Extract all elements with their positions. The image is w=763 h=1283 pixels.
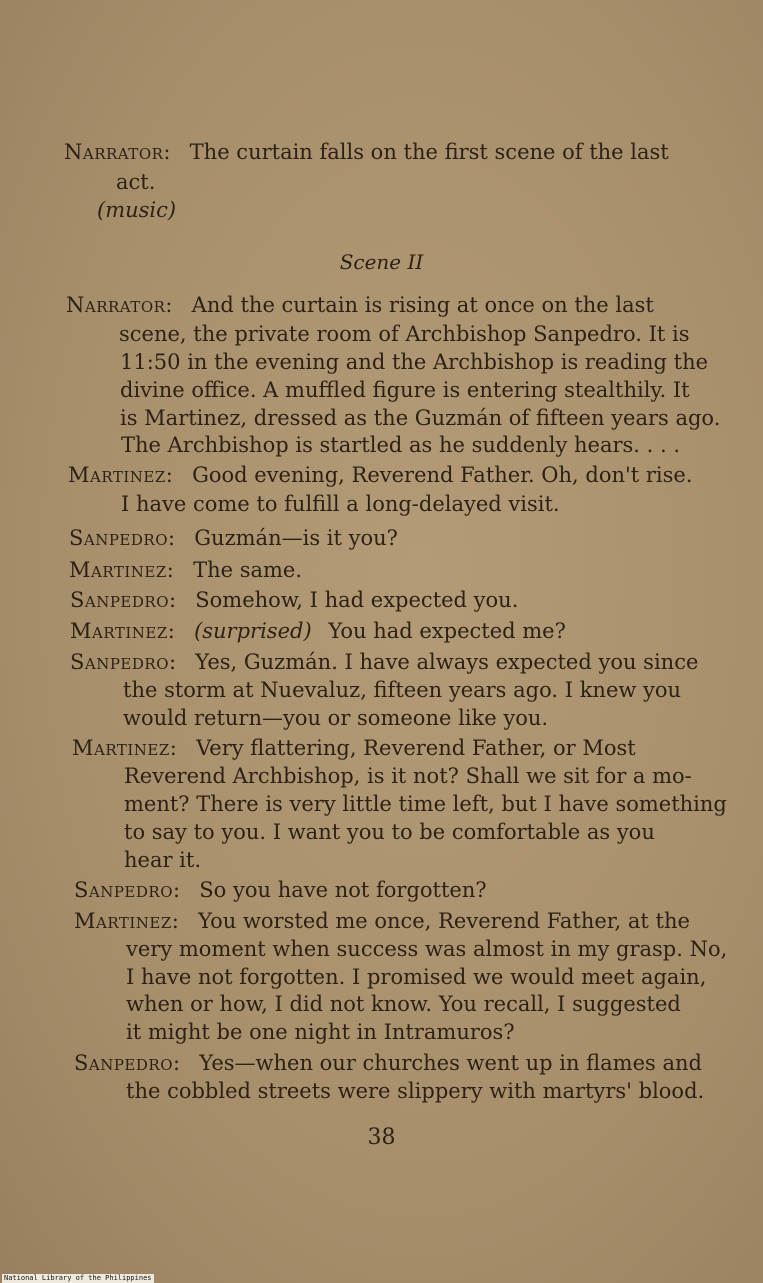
dialogue-text: So you have not forgotten? xyxy=(199,878,487,902)
speaker-name: Sanpedro: xyxy=(70,650,177,674)
script-line xyxy=(74,1049,702,1077)
speaker-name: Sanpedro: xyxy=(74,878,181,902)
dialogue-text: when or how, I did not know. You recall, I suggested xyxy=(126,992,681,1016)
dialogue-text: Somehow, I had expected you. xyxy=(195,588,519,612)
archive-footer: National Library of the Philippines xyxy=(4,1274,152,1282)
script-line xyxy=(74,907,690,935)
script-line xyxy=(121,431,680,459)
script-line xyxy=(120,404,720,432)
dialogue-text: ment? There is very little time left, but I have something xyxy=(124,792,727,816)
script-line xyxy=(74,876,487,904)
dialogue-text: hear it. xyxy=(124,848,202,872)
script-line xyxy=(116,168,155,196)
dialogue-text: act. xyxy=(116,170,156,194)
dialogue-text: You worsted me once, Reverend Father, at the xyxy=(198,909,690,933)
script-line xyxy=(72,734,636,762)
dialogue-text: And the curtain is rising at once on the last xyxy=(191,293,654,317)
speaker-name: Sanpedro: xyxy=(70,588,177,612)
script-line xyxy=(123,704,548,732)
dialogue-text: to say to you. I want you to be comfortable as you xyxy=(124,820,655,844)
dialogue-text: it might be one night in Intramuros? xyxy=(126,1020,515,1044)
dialogue-text: The Archbishop is startled as he suddenly hears. . . . xyxy=(121,433,681,457)
script-line xyxy=(119,320,690,348)
script-line xyxy=(64,138,669,166)
dialogue-text: Reverend Archbishop, is it not? Shall we sit for a mo- xyxy=(124,764,692,788)
speaker-name: Sanpedro: xyxy=(69,526,176,550)
script-line xyxy=(123,676,681,704)
script-line xyxy=(126,1077,704,1105)
dialogue-text: I have not forgotten. I promised we would meet again, xyxy=(126,965,707,989)
speaker-name: Narrator: xyxy=(66,293,173,317)
dialogue-text: Very flattering, Reverend Father, or Most xyxy=(196,736,636,760)
speaker-name: Sanpedro: xyxy=(74,1051,181,1075)
script-line xyxy=(120,376,690,404)
dialogue-text: You had expected me? xyxy=(328,619,566,643)
page-number: 38 xyxy=(367,1125,396,1150)
speaker-name: Martinez: xyxy=(68,463,174,487)
script-line xyxy=(70,617,566,645)
dialogue-text: divine office. A muffled figure is entering stealthily. It xyxy=(120,378,690,402)
speaker-name: Martinez: xyxy=(72,736,178,760)
speaker-name: Martinez: xyxy=(74,909,180,933)
script-line xyxy=(124,790,727,818)
dialogue-text: The curtain falls on the first scene of the last xyxy=(189,140,669,164)
dialogue-text: 11:50 in the evening and the Archbishop is reading the xyxy=(120,350,709,374)
script-line xyxy=(126,1018,515,1046)
scene-heading: Scene II xyxy=(339,250,424,274)
dialogue-text: the storm at Nuevaluz, fifteen years ago. I knew you xyxy=(123,678,682,702)
script-line xyxy=(121,490,560,518)
script-line xyxy=(124,818,655,846)
dialogue-text: I have come to fulfill a long-delayed visit. xyxy=(121,492,560,516)
dialogue-text: scene, the private room of Archbishop Sanpedro. It is xyxy=(119,322,690,346)
speaker-name: Martinez: xyxy=(69,558,175,582)
script-line xyxy=(120,348,708,376)
script-line xyxy=(70,648,698,676)
dialogue-text: very moment when success was almost in my grasp. No, xyxy=(126,937,728,961)
script-line xyxy=(97,196,176,224)
dialogue-text: Yes, Guzmán. I have always expected you since xyxy=(195,650,699,674)
dialogue-text: would return—you or someone like you. xyxy=(123,706,549,730)
script-line xyxy=(69,524,398,552)
script-line xyxy=(126,963,706,991)
script-line xyxy=(124,846,201,874)
dialogue-text: The same. xyxy=(193,558,303,582)
script-line xyxy=(124,762,692,790)
script-line xyxy=(68,461,693,489)
script-line xyxy=(66,291,654,319)
dialogue-text: Guzmán—is it you? xyxy=(194,526,398,550)
speaker-name: Martinez: xyxy=(70,619,176,643)
stage-direction: (surprised) xyxy=(194,619,312,643)
script-line xyxy=(126,935,727,963)
dialogue-text: the cobbled streets were slippery with martyrs' blood. xyxy=(126,1079,705,1103)
dialogue-text: is Martinez, dressed as the Guzmán of fifteen years ago. xyxy=(120,406,721,430)
script-line xyxy=(70,586,518,614)
dialogue-text: Good evening, Reverend Father. Oh, don't rise. xyxy=(192,463,693,487)
script-line xyxy=(126,990,681,1018)
speaker-name: Narrator: xyxy=(64,140,171,164)
stage-direction: (music) xyxy=(97,198,177,222)
script-line xyxy=(69,556,302,584)
dialogue-text: Yes—when our churches went up in flames and xyxy=(199,1051,702,1075)
